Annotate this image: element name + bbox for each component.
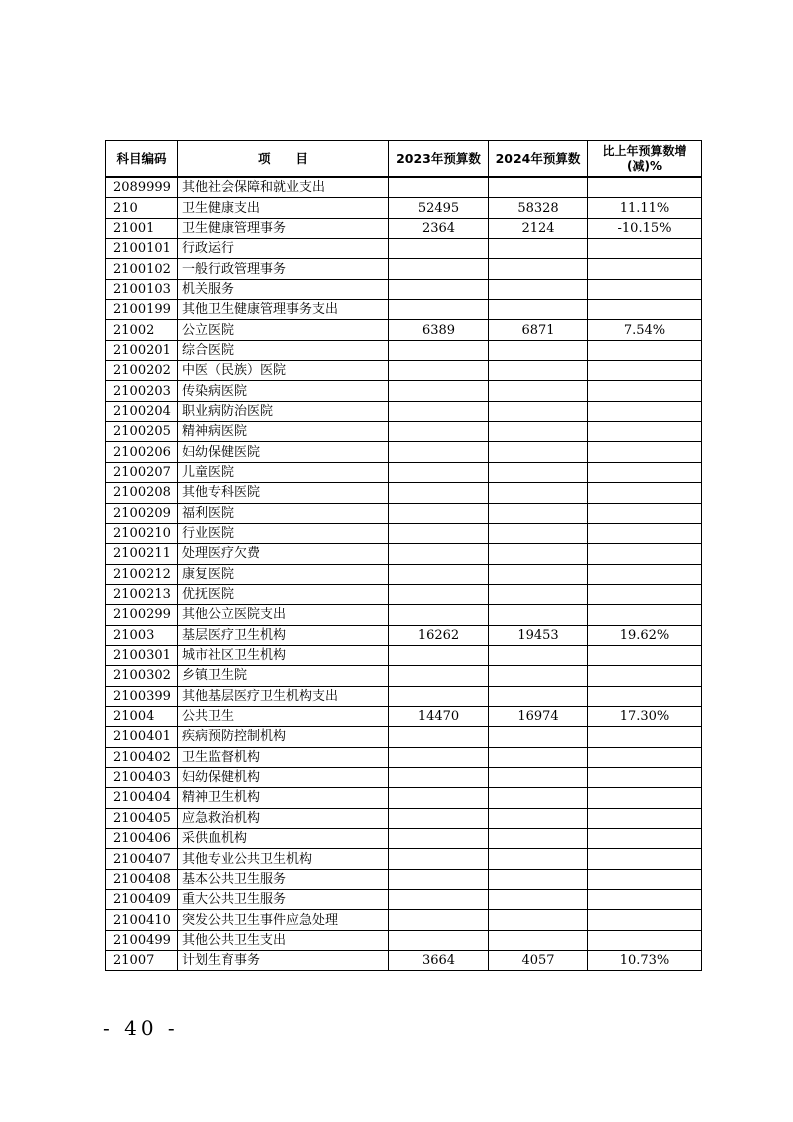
row-code-cell: 2100401 bbox=[106, 727, 178, 747]
row-code-cell: 2100299 bbox=[106, 605, 178, 625]
row-change-percent-cell bbox=[588, 808, 702, 828]
row-2023-budget-cell bbox=[389, 544, 489, 564]
row-2024-budget-cell bbox=[489, 767, 588, 787]
row-2023-budget-cell bbox=[389, 910, 489, 930]
table-row bbox=[106, 605, 702, 625]
row-2023-budget-cell bbox=[389, 564, 489, 584]
row-change-percent-cell bbox=[588, 788, 702, 808]
row-2024-budget-cell bbox=[489, 605, 588, 625]
row-code-cell: 2100211 bbox=[106, 544, 178, 564]
row-change-percent-cell bbox=[588, 483, 702, 503]
row-2023-budget-cell bbox=[389, 279, 489, 299]
table-row bbox=[106, 808, 702, 828]
row-code-cell: 2100302 bbox=[106, 666, 178, 686]
table-row bbox=[106, 259, 702, 279]
row-2023-budget-cell bbox=[389, 462, 489, 482]
row-change-percent-cell bbox=[588, 462, 702, 482]
row-item-cell: 一般行政管理事务 bbox=[178, 259, 389, 279]
table-row bbox=[106, 239, 702, 259]
row-2023-budget-cell bbox=[389, 523, 489, 543]
row-item-cell: 其他卫生健康管理事务支出 bbox=[178, 300, 389, 320]
table-row bbox=[106, 767, 702, 787]
table-row bbox=[106, 706, 702, 726]
table-row bbox=[106, 361, 702, 381]
row-code-cell: 21002 bbox=[106, 320, 178, 340]
row-code-cell: 21003 bbox=[106, 625, 178, 645]
row-code-cell: 2100101 bbox=[106, 239, 178, 259]
row-change-percent-cell bbox=[588, 503, 702, 523]
row-2024-budget-cell bbox=[489, 727, 588, 747]
row-2024-budget-cell bbox=[489, 564, 588, 584]
row-code-cell: 2100301 bbox=[106, 645, 178, 665]
row-2024-budget-cell: 19453 bbox=[489, 625, 588, 645]
row-item-cell: 基层医疗卫生机构 bbox=[178, 625, 389, 645]
row-2023-budget-cell bbox=[389, 259, 489, 279]
table-row bbox=[106, 788, 702, 808]
row-item-cell: 其他公立医院支出 bbox=[178, 605, 389, 625]
row-2023-budget-cell bbox=[389, 890, 489, 910]
table-row bbox=[106, 218, 702, 238]
page-number: - 40 - bbox=[103, 1016, 179, 1040]
row-2023-budget-cell: 52495 bbox=[389, 198, 489, 218]
table-row bbox=[106, 340, 702, 360]
row-code-cell: 2100202 bbox=[106, 361, 178, 381]
table-row bbox=[106, 544, 702, 564]
row-2024-budget-cell bbox=[489, 259, 588, 279]
row-item-cell: 康复医院 bbox=[178, 564, 389, 584]
row-item-cell: 乡镇卫生院 bbox=[178, 666, 389, 686]
row-2024-budget-cell: 2124 bbox=[489, 218, 588, 238]
row-code-cell: 2100410 bbox=[106, 910, 178, 930]
row-code-cell: 2100208 bbox=[106, 483, 178, 503]
row-2024-budget-cell bbox=[489, 239, 588, 259]
row-2024-budget-cell bbox=[489, 442, 588, 462]
table-row bbox=[106, 300, 702, 320]
row-item-cell: 精神病医院 bbox=[178, 422, 389, 442]
row-2024-budget-cell bbox=[489, 808, 588, 828]
table-row bbox=[106, 625, 702, 645]
table-row bbox=[106, 849, 702, 869]
row-code-cell: 2100499 bbox=[106, 930, 178, 950]
row-change-percent-cell bbox=[588, 645, 702, 665]
header-code: 科目编码 bbox=[106, 141, 178, 178]
row-2023-budget-cell bbox=[389, 849, 489, 869]
row-2024-budget-cell: 6871 bbox=[489, 320, 588, 340]
row-2023-budget-cell bbox=[389, 401, 489, 421]
row-change-percent-cell bbox=[588, 605, 702, 625]
row-2023-budget-cell bbox=[389, 869, 489, 889]
row-item-cell: 其他基层医疗卫生机构支出 bbox=[178, 686, 389, 706]
row-item-cell: 其他公共卫生支出 bbox=[178, 930, 389, 950]
row-code-cell: 2100403 bbox=[106, 767, 178, 787]
row-code-cell: 2100213 bbox=[106, 584, 178, 604]
row-item-cell: 疾病预防控制机构 bbox=[178, 727, 389, 747]
table-row bbox=[106, 645, 702, 665]
table-row bbox=[106, 666, 702, 686]
row-code-cell: 2100405 bbox=[106, 808, 178, 828]
row-change-percent-cell bbox=[588, 523, 702, 543]
row-item-cell: 其他社会保障和就业支出 bbox=[178, 177, 389, 198]
row-2024-budget-cell bbox=[489, 462, 588, 482]
row-2024-budget-cell bbox=[489, 788, 588, 808]
row-change-percent-cell bbox=[588, 727, 702, 747]
row-item-cell: 采供血机构 bbox=[178, 829, 389, 849]
row-code-cell: 2100406 bbox=[106, 829, 178, 849]
row-change-percent-cell bbox=[588, 890, 702, 910]
row-change-percent-cell: 19.62% bbox=[588, 625, 702, 645]
table-row bbox=[106, 584, 702, 604]
row-2024-budget-cell bbox=[489, 401, 588, 421]
row-code-cell: 2100102 bbox=[106, 259, 178, 279]
row-item-cell: 行政运行 bbox=[178, 239, 389, 259]
row-2023-budget-cell bbox=[389, 503, 489, 523]
table-row bbox=[106, 727, 702, 747]
table-row bbox=[106, 483, 702, 503]
row-item-cell: 传染病医院 bbox=[178, 381, 389, 401]
table-row bbox=[106, 869, 702, 889]
row-2023-budget-cell bbox=[389, 442, 489, 462]
row-change-percent-cell bbox=[588, 279, 702, 299]
row-code-cell: 2089999 bbox=[106, 177, 178, 198]
table-row bbox=[106, 401, 702, 421]
row-code-cell: 2100207 bbox=[106, 462, 178, 482]
row-change-percent-cell bbox=[588, 686, 702, 706]
row-2023-budget-cell bbox=[389, 747, 489, 767]
row-change-percent-cell: 7.54% bbox=[588, 320, 702, 340]
row-code-cell: 2100402 bbox=[106, 747, 178, 767]
row-2023-budget-cell: 6389 bbox=[389, 320, 489, 340]
row-2024-budget-cell bbox=[489, 523, 588, 543]
row-change-percent-cell bbox=[588, 584, 702, 604]
row-item-cell: 其他专业公共卫生机构 bbox=[178, 849, 389, 869]
row-change-percent-cell bbox=[588, 422, 702, 442]
table-row bbox=[106, 442, 702, 462]
row-2024-budget-cell bbox=[489, 910, 588, 930]
row-change-percent-cell bbox=[588, 910, 702, 930]
row-item-cell: 职业病防治医院 bbox=[178, 401, 389, 421]
table-row bbox=[106, 503, 702, 523]
table-row bbox=[106, 686, 702, 706]
row-change-percent-cell bbox=[588, 666, 702, 686]
row-item-cell: 突发公共卫生事件应急处理 bbox=[178, 910, 389, 930]
table-row bbox=[106, 279, 702, 299]
row-change-percent-cell: 17.30% bbox=[588, 706, 702, 726]
row-2023-budget-cell bbox=[389, 300, 489, 320]
table-row bbox=[106, 381, 702, 401]
row-code-cell: 2100409 bbox=[106, 890, 178, 910]
row-item-cell: 处理医疗欠费 bbox=[178, 544, 389, 564]
row-code-cell: 21004 bbox=[106, 706, 178, 726]
row-item-cell: 综合医院 bbox=[178, 340, 389, 360]
row-2023-budget-cell bbox=[389, 666, 489, 686]
row-2024-budget-cell bbox=[489, 747, 588, 767]
row-code-cell: 21007 bbox=[106, 951, 178, 971]
row-2024-budget-cell: 16974 bbox=[489, 706, 588, 726]
row-code-cell: 21001 bbox=[106, 218, 178, 238]
table-header-row bbox=[106, 141, 702, 178]
row-2024-budget-cell bbox=[489, 300, 588, 320]
table-row bbox=[106, 523, 702, 543]
row-2023-budget-cell: 3664 bbox=[389, 951, 489, 971]
row-item-cell: 重大公共卫生服务 bbox=[178, 890, 389, 910]
row-2024-budget-cell bbox=[489, 279, 588, 299]
row-code-cell: 2100103 bbox=[106, 279, 178, 299]
table-row bbox=[106, 829, 702, 849]
budget-table bbox=[105, 140, 702, 971]
table-body bbox=[106, 177, 702, 971]
row-item-cell: 城市社区卫生机构 bbox=[178, 645, 389, 665]
row-code-cell: 2100199 bbox=[106, 300, 178, 320]
row-code-cell: 2100404 bbox=[106, 788, 178, 808]
row-2024-budget-cell bbox=[489, 890, 588, 910]
row-item-cell: 应急救治机构 bbox=[178, 808, 389, 828]
row-2023-budget-cell bbox=[389, 930, 489, 950]
row-item-cell: 儿童医院 bbox=[178, 462, 389, 482]
table-row bbox=[106, 910, 702, 930]
row-code-cell: 2100210 bbox=[106, 523, 178, 543]
header-change-percent: 比上年预算数增(减)% bbox=[588, 141, 702, 178]
table-row bbox=[106, 462, 702, 482]
table-row bbox=[106, 890, 702, 910]
row-code-cell: 2100206 bbox=[106, 442, 178, 462]
row-change-percent-cell bbox=[588, 564, 702, 584]
row-code-cell: 2100209 bbox=[106, 503, 178, 523]
table-row bbox=[106, 422, 702, 442]
row-change-percent-cell bbox=[588, 869, 702, 889]
row-change-percent-cell: -10.15% bbox=[588, 218, 702, 238]
table-row bbox=[106, 951, 702, 971]
row-change-percent-cell bbox=[588, 239, 702, 259]
row-2024-budget-cell bbox=[489, 645, 588, 665]
row-item-cell: 精神卫生机构 bbox=[178, 788, 389, 808]
row-2024-budget-cell bbox=[489, 483, 588, 503]
row-code-cell: 2100204 bbox=[106, 401, 178, 421]
row-2024-budget-cell: 58328 bbox=[489, 198, 588, 218]
row-item-cell: 卫生监督机构 bbox=[178, 747, 389, 767]
row-item-cell: 行业医院 bbox=[178, 523, 389, 543]
row-2023-budget-cell bbox=[389, 483, 489, 503]
row-2023-budget-cell bbox=[389, 340, 489, 360]
row-code-cell: 210 bbox=[106, 198, 178, 218]
row-code-cell: 2100399 bbox=[106, 686, 178, 706]
table-row bbox=[106, 177, 702, 198]
row-change-percent-cell bbox=[588, 767, 702, 787]
row-2023-budget-cell: 16262 bbox=[389, 625, 489, 645]
row-2023-budget-cell: 14470 bbox=[389, 706, 489, 726]
row-item-cell: 公共卫生 bbox=[178, 706, 389, 726]
row-change-percent-cell bbox=[588, 177, 702, 198]
row-item-cell: 基本公共卫生服务 bbox=[178, 869, 389, 889]
row-item-cell: 其他专科医院 bbox=[178, 483, 389, 503]
table-row bbox=[106, 320, 702, 340]
row-2024-budget-cell bbox=[489, 829, 588, 849]
row-2023-budget-cell bbox=[389, 788, 489, 808]
row-item-cell: 机关服务 bbox=[178, 279, 389, 299]
table-row bbox=[106, 198, 702, 218]
row-item-cell: 卫生健康管理事务 bbox=[178, 218, 389, 238]
row-2024-budget-cell bbox=[489, 340, 588, 360]
row-code-cell: 2100408 bbox=[106, 869, 178, 889]
row-2024-budget-cell bbox=[489, 584, 588, 604]
table-row bbox=[106, 564, 702, 584]
row-2023-budget-cell bbox=[389, 645, 489, 665]
row-2023-budget-cell bbox=[389, 381, 489, 401]
row-change-percent-cell bbox=[588, 361, 702, 381]
row-2024-budget-cell bbox=[489, 869, 588, 889]
row-change-percent-cell: 11.11% bbox=[588, 198, 702, 218]
row-2024-budget-cell bbox=[489, 544, 588, 564]
row-2023-budget-cell bbox=[389, 727, 489, 747]
row-2024-budget-cell bbox=[489, 930, 588, 950]
table-row bbox=[106, 930, 702, 950]
row-2024-budget-cell bbox=[489, 503, 588, 523]
row-item-cell: 妇幼保健医院 bbox=[178, 442, 389, 462]
row-2023-budget-cell bbox=[389, 808, 489, 828]
row-2024-budget-cell bbox=[489, 849, 588, 869]
row-change-percent-cell bbox=[588, 381, 702, 401]
row-item-cell: 福利医院 bbox=[178, 503, 389, 523]
header-2024-budget: 2024年预算数 bbox=[489, 141, 588, 178]
row-2023-budget-cell: 2364 bbox=[389, 218, 489, 238]
row-change-percent-cell bbox=[588, 930, 702, 950]
row-code-cell: 2100201 bbox=[106, 340, 178, 360]
row-item-cell: 中医（民族）医院 bbox=[178, 361, 389, 381]
row-2024-budget-cell bbox=[489, 177, 588, 198]
row-2024-budget-cell: 4057 bbox=[489, 951, 588, 971]
row-change-percent-cell bbox=[588, 747, 702, 767]
row-2023-budget-cell bbox=[389, 361, 489, 381]
header-2023-budget: 2023年预算数 bbox=[389, 141, 489, 178]
row-2023-budget-cell bbox=[389, 767, 489, 787]
row-code-cell: 2100407 bbox=[106, 849, 178, 869]
row-change-percent-cell bbox=[588, 401, 702, 421]
row-change-percent-cell: 10.73% bbox=[588, 951, 702, 971]
row-2023-budget-cell bbox=[389, 584, 489, 604]
row-2023-budget-cell bbox=[389, 177, 489, 198]
row-2024-budget-cell bbox=[489, 686, 588, 706]
row-change-percent-cell bbox=[588, 300, 702, 320]
row-item-cell: 优抚医院 bbox=[178, 584, 389, 604]
table-row bbox=[106, 747, 702, 767]
row-code-cell: 2100212 bbox=[106, 564, 178, 584]
row-change-percent-cell bbox=[588, 829, 702, 849]
header-item: 项 目 bbox=[178, 141, 389, 178]
row-2023-budget-cell bbox=[389, 239, 489, 259]
row-code-cell: 2100205 bbox=[106, 422, 178, 442]
row-change-percent-cell bbox=[588, 442, 702, 462]
row-change-percent-cell bbox=[588, 259, 702, 279]
row-item-cell: 公立医院 bbox=[178, 320, 389, 340]
row-item-cell: 妇幼保健机构 bbox=[178, 767, 389, 787]
row-change-percent-cell bbox=[588, 340, 702, 360]
row-change-percent-cell bbox=[588, 849, 702, 869]
row-2024-budget-cell bbox=[489, 381, 588, 401]
row-2024-budget-cell bbox=[489, 666, 588, 686]
row-2023-budget-cell bbox=[389, 686, 489, 706]
row-2023-budget-cell bbox=[389, 829, 489, 849]
row-item-cell: 卫生健康支出 bbox=[178, 198, 389, 218]
row-code-cell: 2100203 bbox=[106, 381, 178, 401]
row-2024-budget-cell bbox=[489, 422, 588, 442]
row-item-cell: 计划生育事务 bbox=[178, 951, 389, 971]
row-2023-budget-cell bbox=[389, 605, 489, 625]
row-2024-budget-cell bbox=[489, 361, 588, 381]
row-2023-budget-cell bbox=[389, 422, 489, 442]
row-change-percent-cell bbox=[588, 544, 702, 564]
